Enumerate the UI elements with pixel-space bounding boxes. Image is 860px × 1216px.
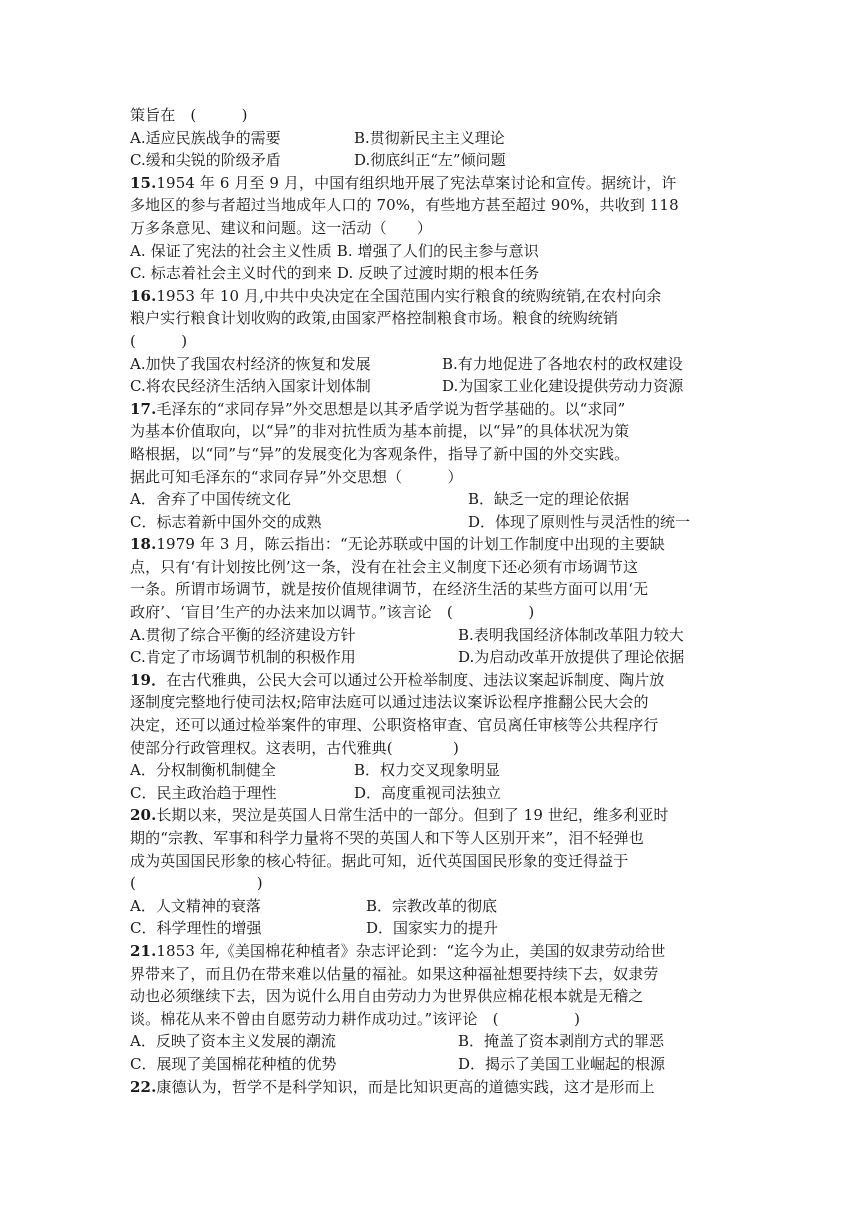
option-row: [130, 375, 730, 398]
option-d: D.彻底纠正“左”倾问题: [354, 151, 506, 170]
question-text: 1954 年 6 月至 9 月，中国有组织地开展了宪法草案讨论和宣传。据统计，许: [156, 173, 677, 192]
text-line: 粮户实行粮食计划收购的政策,由国家严格控制粮食市场。粮食的统购统销: [130, 309, 619, 328]
text-line: 多地区的参与者超过当地成年人口的 70%，有些地方甚至超过 90%，共收到 118: [130, 196, 679, 215]
question-17: [130, 398, 730, 421]
option-b: B.表明我国经济体制改革阻力较大: [458, 625, 684, 644]
option-row: [130, 646, 730, 669]
option-c: C．展现了美国棉花种植的优势: [130, 1054, 337, 1073]
question-text: 1979 年 3 月，陈云指出：“无论苏联或中国的计划工作制度中出现的主要缺: [156, 535, 665, 554]
option-a: A．反映了资本主义发展的潮流: [130, 1032, 336, 1051]
question-number: 20.: [130, 806, 157, 825]
option-row: [130, 511, 730, 534]
option-d: D.为国家工业化建设提供劳动力资源: [442, 377, 684, 396]
question-15: [130, 172, 730, 195]
text-line: ( ): [130, 874, 263, 893]
text-line: 谈。棉花从来不曾由自愿劳动力耕作成功过。”该评论 ( ): [130, 1009, 581, 1028]
option-c: C．科学理性的增强: [130, 919, 262, 938]
option-row: [130, 127, 730, 150]
text-line: 万多条意见、建议和问题。这一活动（ ）: [130, 218, 433, 237]
option-row: [130, 895, 730, 918]
option-a: A．人文精神的衰落: [130, 896, 261, 915]
option-d: D.为启动改革开放提供了理论依据: [458, 648, 685, 667]
text-line: 使部分行政管理权。这表明，古代雅典( ): [130, 738, 460, 757]
option-d: D．体现了原则性与灵活性的统一: [468, 512, 691, 531]
option-row: [130, 488, 730, 511]
question-text: 长期以来，哭泣是英国人日常生活中的一部分。但到了 19 世纪，维多利亚时: [156, 806, 669, 825]
option-d: D．揭示了美国工业崛起的根源: [458, 1054, 666, 1073]
text-line: 为基本价值取向，以“异”的非对抗性质为基本前提，以“异”的具体状况为策: [130, 422, 630, 441]
option-row: [130, 353, 730, 376]
text-line: 据此可知毛泽东的“求同存异”外交思想（ ）: [130, 467, 463, 486]
option-d: D．高度重视司法独立: [354, 783, 502, 802]
text-line: 一条。所谓市场调节，就是按价值规律调节，在经济生活的某些方面可以用‘无: [130, 580, 649, 599]
text-line: 逐制度完整地行使司法权;陪审法庭可以通过违法议案诉讼程序推翻公民大会的: [130, 693, 649, 712]
question-21: [130, 940, 730, 963]
question-text: 在古代雅典，公民大会可以通过公开检举制度、违法议案起诉制度、陶片放: [166, 670, 665, 689]
option-b: B.有力地促进了各地农村的政权建设: [442, 354, 683, 373]
option-a: A.贯彻了综合平衡的经济建设方针: [130, 625, 356, 644]
question-text: 1953 年 10 月,中共中央决定在全国范围内实行粮食的统购统销,在农村向余: [156, 286, 662, 305]
option-b: B．权力交叉现象明显: [354, 761, 501, 780]
question-19: [130, 669, 730, 692]
question-number: 22.: [130, 1077, 157, 1096]
text-line: 策旨在 ( ): [130, 106, 248, 124]
question-20: [130, 804, 730, 827]
option-row: C. 标志着社会主义时代的到来 D. 反映了过渡时期的根本任务: [130, 264, 540, 283]
question-number: 21.: [130, 941, 157, 960]
option-row: A. 保证了宪法的社会主义性质 B. 增强了人们的民主参与意识: [130, 241, 539, 260]
option-row: [130, 782, 730, 805]
question-number: 19．: [130, 670, 167, 689]
option-b: B．宗教改革的彻底: [366, 896, 498, 915]
question-22: [130, 1076, 730, 1099]
option-row: [130, 917, 730, 940]
option-c: C.缓和尖锐的阶级矛盾: [130, 151, 281, 170]
question-text: 康德认为，哲学不是科学知识，而是比知识更高的道德实践，这才是形而上: [156, 1077, 655, 1096]
option-c: C.肯定了市场调节机制的积极作用: [130, 648, 356, 667]
question-number: 17.: [130, 399, 157, 418]
option-a: A.加快了我国农村经济的恢复和发展: [130, 354, 371, 373]
option-a: A．舍弃了中国传统文化: [130, 490, 291, 509]
text-line: 成为英国国民形象的核心特征。据此可知，近代英国国民形象的变迁得益于: [130, 851, 629, 870]
option-c: C．民主政治趋于理性: [130, 783, 277, 802]
option-row: [130, 1053, 730, 1076]
question-text: 1853 年,《美国棉花种植者》杂志评论到：“迄今为止，美国的奴隶劳动给世: [156, 941, 666, 960]
question-number: 15.: [130, 173, 157, 192]
option-d: D．国家实力的提升: [366, 919, 499, 938]
question-number: 18.: [130, 535, 157, 554]
option-b: B.贯彻新民主主义理论: [354, 128, 505, 147]
option-c: C．标志着新中国外交的成熟: [130, 512, 322, 531]
option-row: [130, 624, 730, 647]
option-b: B．掩盖了资本剥削方式的罪恶: [458, 1032, 665, 1051]
text-line: ( ): [130, 331, 188, 350]
question-16: [130, 285, 730, 308]
text-line: 决定，还可以通过检举案件的审理、公职资格审查、官员离任审核等公共程序行: [130, 716, 659, 735]
question-number: 16.: [130, 286, 157, 305]
option-row: [130, 149, 730, 172]
option-a: A．分权制衡机制健全: [130, 761, 276, 780]
question-text: 毛泽东的“求同存异”外交思想是以其矛盾学说为哲学基础的。以“求同”: [156, 399, 626, 418]
text-line: 政府’、‘盲目’生产的办法来加以调节。”该言论 ( ): [130, 603, 535, 622]
text-line: 点，只有‘有计划按比例’这一条，没有在社会主义制度下还必须有市场调节这: [130, 557, 639, 576]
option-a: A.适应民族战争的需要: [130, 128, 281, 147]
text-line: 动也必须继续下去，因为说什么用自由劳动力为世界供应棉花根本就是无稽之: [130, 987, 644, 1006]
exam-page: [130, 104, 730, 1098]
question-18: [130, 533, 730, 556]
text-line: 略根据，以“同”与“异”的发展变化为客观条件，指导了新中国的外交实践。: [130, 444, 630, 463]
option-b: B．缺乏一定的理论依据: [468, 490, 630, 509]
text-line: 界带来了，而且仍在带来难以估量的福祉。如果这种福祉想要持续下去，奴隶劳: [130, 964, 659, 983]
option-row: [130, 759, 730, 782]
text-line: 期的“宗教、军事和科学力量将不哭的英国人和下等人区别开来”，泪不轻弹也: [130, 829, 644, 847]
option-c: C.将农民经济生活纳入国家计划体制: [130, 377, 371, 396]
option-row: [130, 1030, 730, 1053]
